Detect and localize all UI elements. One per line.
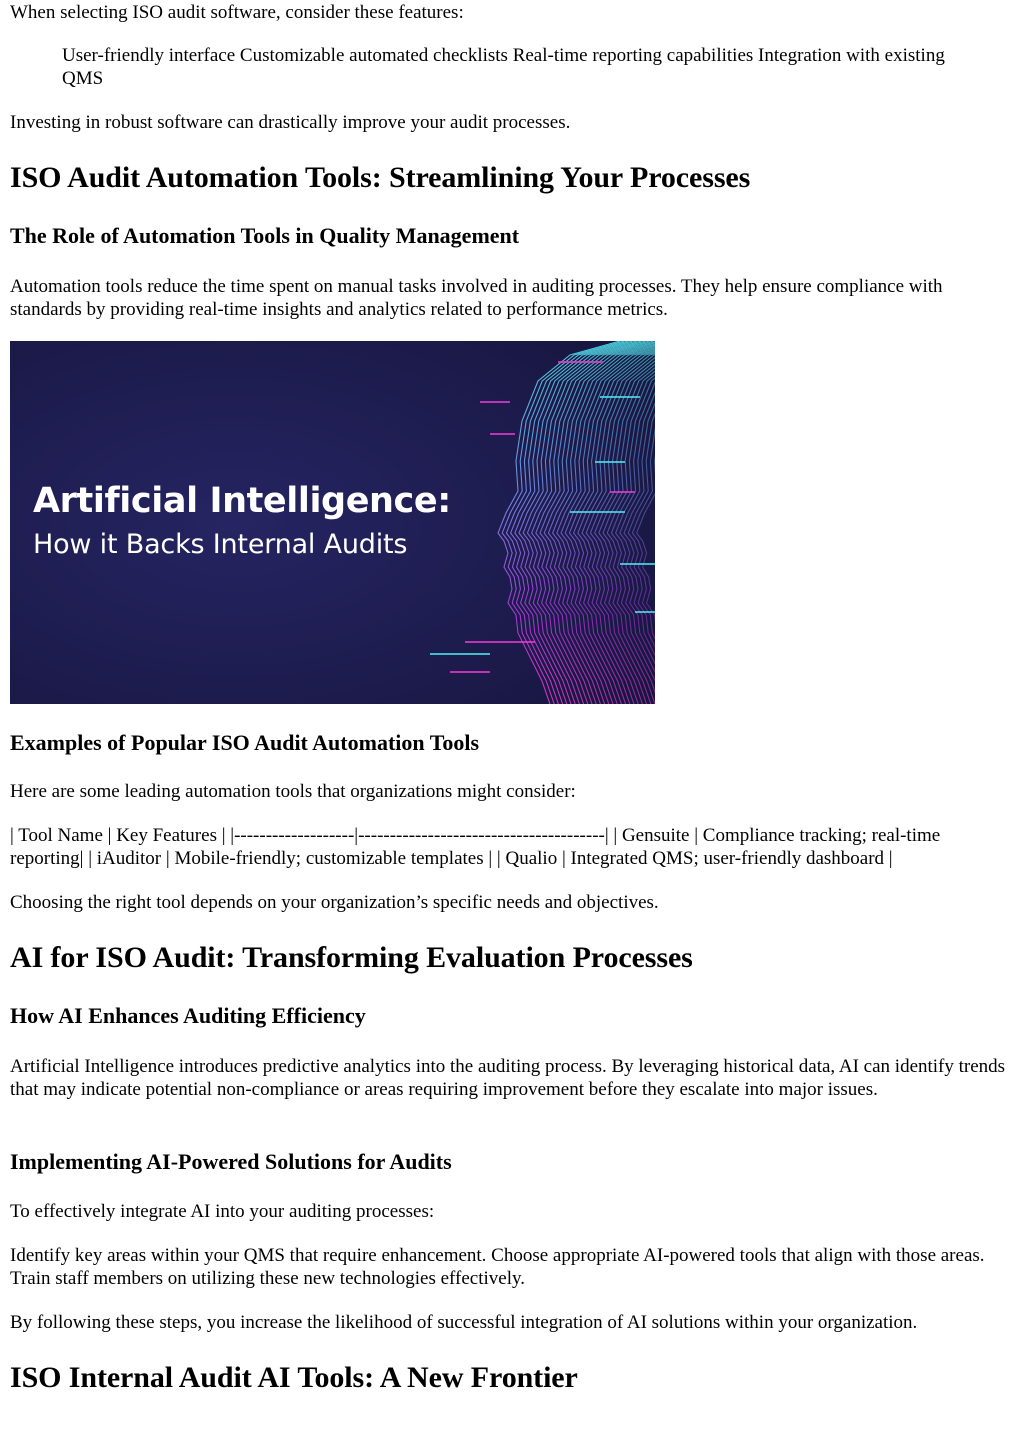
ai-enhances-paragraph: Artificial Intelligence introduces predictive analytics into the auditing process. By leveraging historical data, AI can identify trends that may indicate potential non-compliance or areas requiring improvement before they escalate into major issues.: [10, 1056, 1006, 1100]
image-subtitle: How it Backs Internal Audits: [33, 529, 408, 560]
light-streak: [610, 491, 635, 493]
role-of-automation-heading: The Role of Automation Tools in Quality Management: [10, 223, 520, 248]
ai-enhances-heading: How AI Enhances Auditing Efficiency: [10, 1003, 366, 1028]
following-steps-paragraph: By following these steps, you increase the likelihood of successful integration of AI solutions within your organization.: [10, 1312, 918, 1333]
automation-tools-heading: ISO Audit Automation Tools: Streamlining Your Processes: [10, 161, 751, 194]
implementing-intro: To effectively integrate AI into your auditing processes:: [10, 1201, 435, 1222]
implementation-steps: Identify key areas within your QMS that require enhancement. Choose appropriate AI-powered tools that align with those areas. Train staff members on utilizing these new technologies effectively.: [10, 1245, 985, 1289]
selecting-features-intro: When selecting ISO audit software, consider these features:: [10, 2, 464, 23]
light-streak: [620, 563, 655, 565]
features-list: User-friendly interface Customizable automated checklists Real-time reporting capabilities Integration with existing QMS: [62, 45, 945, 89]
investing-paragraph: Investing in robust software can drastically improve your audit processes.: [10, 112, 571, 133]
examples-heading: Examples of Popular ISO Audit Automation Tools: [10, 730, 480, 755]
role-of-automation-paragraph: Automation tools reduce the time spent on manual tasks involved in auditing processes. They help ensure compliance with standards by providing real-time insights and analytics related to performance metrics.: [10, 276, 943, 320]
light-streak: [558, 361, 603, 363]
light-streak: [595, 461, 625, 463]
implementing-ai-heading: Implementing AI-Powered Solutions for Audits: [10, 1149, 452, 1174]
ai-face-illustration: [10, 341, 655, 704]
light-streak: [570, 511, 625, 513]
light-streak: [600, 396, 640, 398]
internal-audit-ai-tools-heading: ISO Internal Audit AI Tools: A New Frontier: [10, 1361, 578, 1394]
examples-intro: Here are some leading automation tools that organizations might consider:: [10, 781, 576, 802]
light-streak: [490, 433, 515, 435]
light-streak: [450, 671, 490, 673]
ai-for-iso-audit-heading: AI for ISO Audit: Transforming Evaluation Processes: [10, 941, 693, 974]
choosing-tool-paragraph: Choosing the right tool depends on your organization’s specific needs and objectives.: [10, 892, 659, 913]
light-streak: [430, 653, 490, 655]
light-streak: [480, 401, 510, 403]
light-streak: [465, 641, 535, 643]
ai-internal-audits-image: [10, 341, 655, 704]
light-streak: [635, 611, 655, 613]
image-title: Artificial Intelligence:: [33, 481, 451, 521]
tools-table-text: | Tool Name | Key Features | |-------------------|---------------------------------------| | Gensuite | Compliance tracking; real-time reporting| | iAuditor | Mobile-friendly; customizable templates | | Qualio | Integrated QMS; user-friendly dashboard |: [10, 825, 941, 869]
